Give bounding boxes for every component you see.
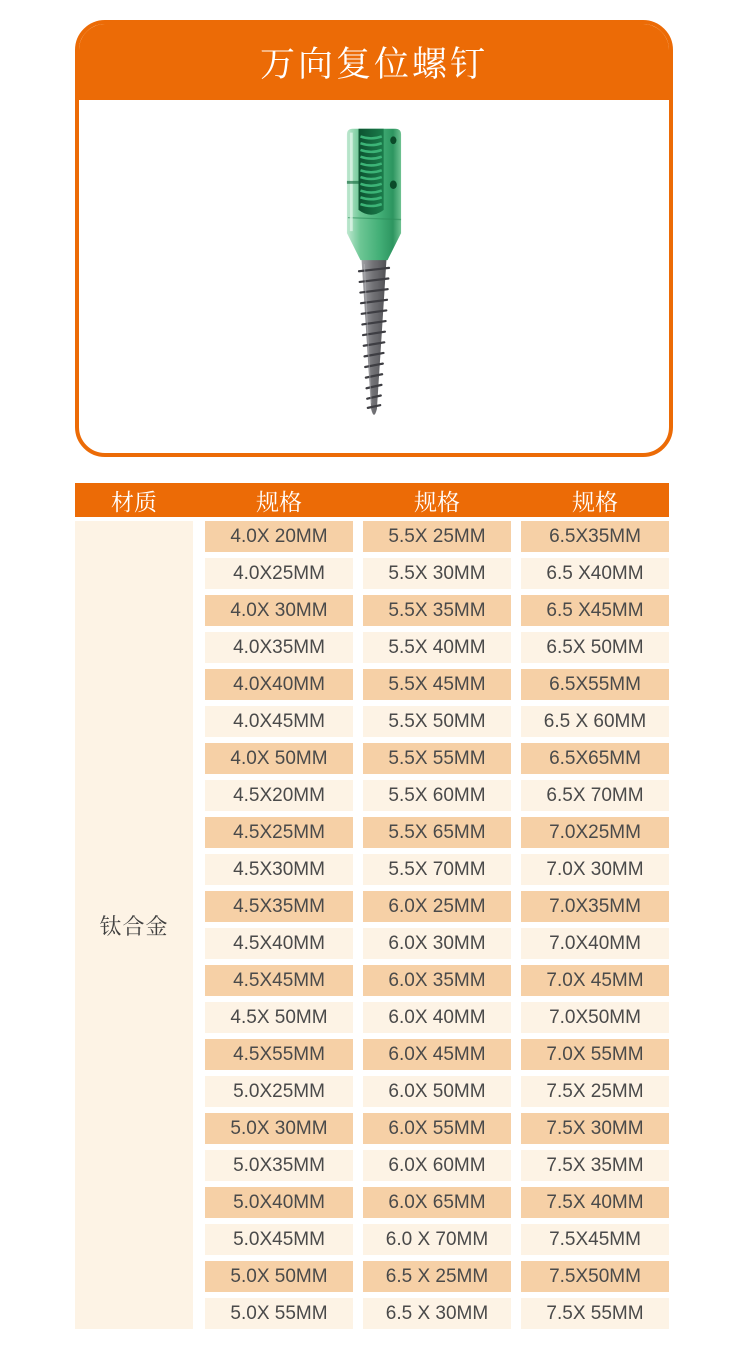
spec-cell: 5.0X45MM xyxy=(205,1224,353,1255)
spec-cell: 6.5X 50MM xyxy=(521,632,669,663)
header-material: 材质 xyxy=(111,488,157,515)
spec-cell: 7.5X 40MM xyxy=(521,1187,669,1218)
spec-cell: 4.5X30MM xyxy=(205,854,353,885)
spec-cell: 5.0X 50MM xyxy=(205,1261,353,1292)
spec-cell: 6.5X35MM xyxy=(521,521,669,552)
spec-cell: 5.0X35MM xyxy=(205,1150,353,1181)
spec-cell: 5.5X 55MM xyxy=(363,743,511,774)
material-cell xyxy=(75,521,193,1329)
spec-cell: 5.0X25MM xyxy=(205,1076,353,1107)
spec-cell: 5.5X 35MM xyxy=(363,595,511,626)
spec-table-body xyxy=(75,521,669,1329)
spec-cell: 6.0X 50MM xyxy=(363,1076,511,1107)
spec-cell: 7.0X35MM xyxy=(521,891,669,922)
spec-cell: 6.5 X40MM xyxy=(521,558,669,589)
spec-cell: 6.5 X 30MM xyxy=(363,1298,511,1329)
header-spec-1: 规格 xyxy=(256,488,302,515)
spec-cell: 4.0X40MM xyxy=(205,669,353,700)
spec-table xyxy=(75,483,669,1329)
spec-cell: 6.5 X 60MM xyxy=(521,706,669,737)
material-label: 钛合金 xyxy=(99,913,169,939)
spec-cell: 7.5X 55MM xyxy=(521,1298,669,1329)
spec-cell: 7.0X25MM xyxy=(521,817,669,848)
spec-cell: 6.5X 70MM xyxy=(521,780,669,811)
header-spec-2: 规格 xyxy=(414,488,460,515)
spec-cell: 5.5X 50MM xyxy=(363,706,511,737)
spec-cell: 5.5X 70MM xyxy=(363,854,511,885)
spec-cell: 6.0X 65MM xyxy=(363,1187,511,1218)
spec-cell: 7.0X 55MM xyxy=(521,1039,669,1070)
spec-cell: 6.0X 25MM xyxy=(363,891,511,922)
spec-cell: 4.5X35MM xyxy=(205,891,353,922)
product-image-area xyxy=(79,100,669,453)
spec-cell: 6.0X 35MM xyxy=(363,965,511,996)
spec-cell: 4.0X 30MM xyxy=(205,595,353,626)
spec-cell: 5.5X 40MM xyxy=(363,632,511,663)
spec-cell: 6.0X 30MM xyxy=(363,928,511,959)
spec-cell: 7.0X40MM xyxy=(521,928,669,959)
spec-cell: 6.5 X 25MM xyxy=(363,1261,511,1292)
spec-cell: 4.0X25MM xyxy=(205,558,353,589)
spec-cell: 7.0X50MM xyxy=(521,1002,669,1033)
spec-column-3 xyxy=(521,521,669,1329)
pedicle-screw-image xyxy=(316,122,432,437)
spec-cell: 6.5X65MM xyxy=(521,743,669,774)
spec-cell: 7.5X45MM xyxy=(521,1224,669,1255)
spec-cell: 6.0X 55MM xyxy=(363,1113,511,1144)
spec-cell: 6.0 X 70MM xyxy=(363,1224,511,1255)
spec-cell: 4.5X25MM xyxy=(205,817,353,848)
spec-cell: 5.0X 55MM xyxy=(205,1298,353,1329)
spec-cell: 4.5X45MM xyxy=(205,965,353,996)
product-title: 万向复位螺钉 xyxy=(79,24,669,100)
spec-column-1 xyxy=(205,521,353,1329)
spec-cell: 7.0X 45MM xyxy=(521,965,669,996)
spec-cell: 4.5X 50MM xyxy=(205,1002,353,1033)
spec-cell: 7.5X 30MM xyxy=(521,1113,669,1144)
spec-cell: 6.5 X45MM xyxy=(521,595,669,626)
spec-cell: 5.5X 25MM xyxy=(363,521,511,552)
spec-cell: 5.5X 30MM xyxy=(363,558,511,589)
spec-cell: 5.0X 30MM xyxy=(205,1113,353,1144)
spec-table-header-row xyxy=(75,483,669,517)
spec-cell: 5.5X 60MM xyxy=(363,780,511,811)
spec-cell: 6.0X 45MM xyxy=(363,1039,511,1070)
spec-cell: 4.0X 20MM xyxy=(205,521,353,552)
spec-cell: 4.5X55MM xyxy=(205,1039,353,1070)
spec-cell: 4.0X35MM xyxy=(205,632,353,663)
spec-cell: 5.0X40MM xyxy=(205,1187,353,1218)
spec-cell: 6.5X55MM xyxy=(521,669,669,700)
spec-cell: 7.5X50MM xyxy=(521,1261,669,1292)
spec-cell: 5.5X 45MM xyxy=(363,669,511,700)
spec-cell: 5.5X 65MM xyxy=(363,817,511,848)
spec-cell: 6.0X 40MM xyxy=(363,1002,511,1033)
spec-cell: 7.5X 25MM xyxy=(521,1076,669,1107)
spec-cell: 4.0X45MM xyxy=(205,706,353,737)
spec-cell: 4.5X20MM xyxy=(205,780,353,811)
spec-cell: 7.0X 30MM xyxy=(521,854,669,885)
spec-cell: 4.0X 50MM xyxy=(205,743,353,774)
spec-cell: 7.5X 35MM xyxy=(521,1150,669,1181)
spec-cell: 6.0X 60MM xyxy=(363,1150,511,1181)
spec-column-2 xyxy=(363,521,511,1329)
header-spec-3: 规格 xyxy=(572,488,618,515)
spec-cell: 4.5X40MM xyxy=(205,928,353,959)
product-card xyxy=(75,20,673,457)
